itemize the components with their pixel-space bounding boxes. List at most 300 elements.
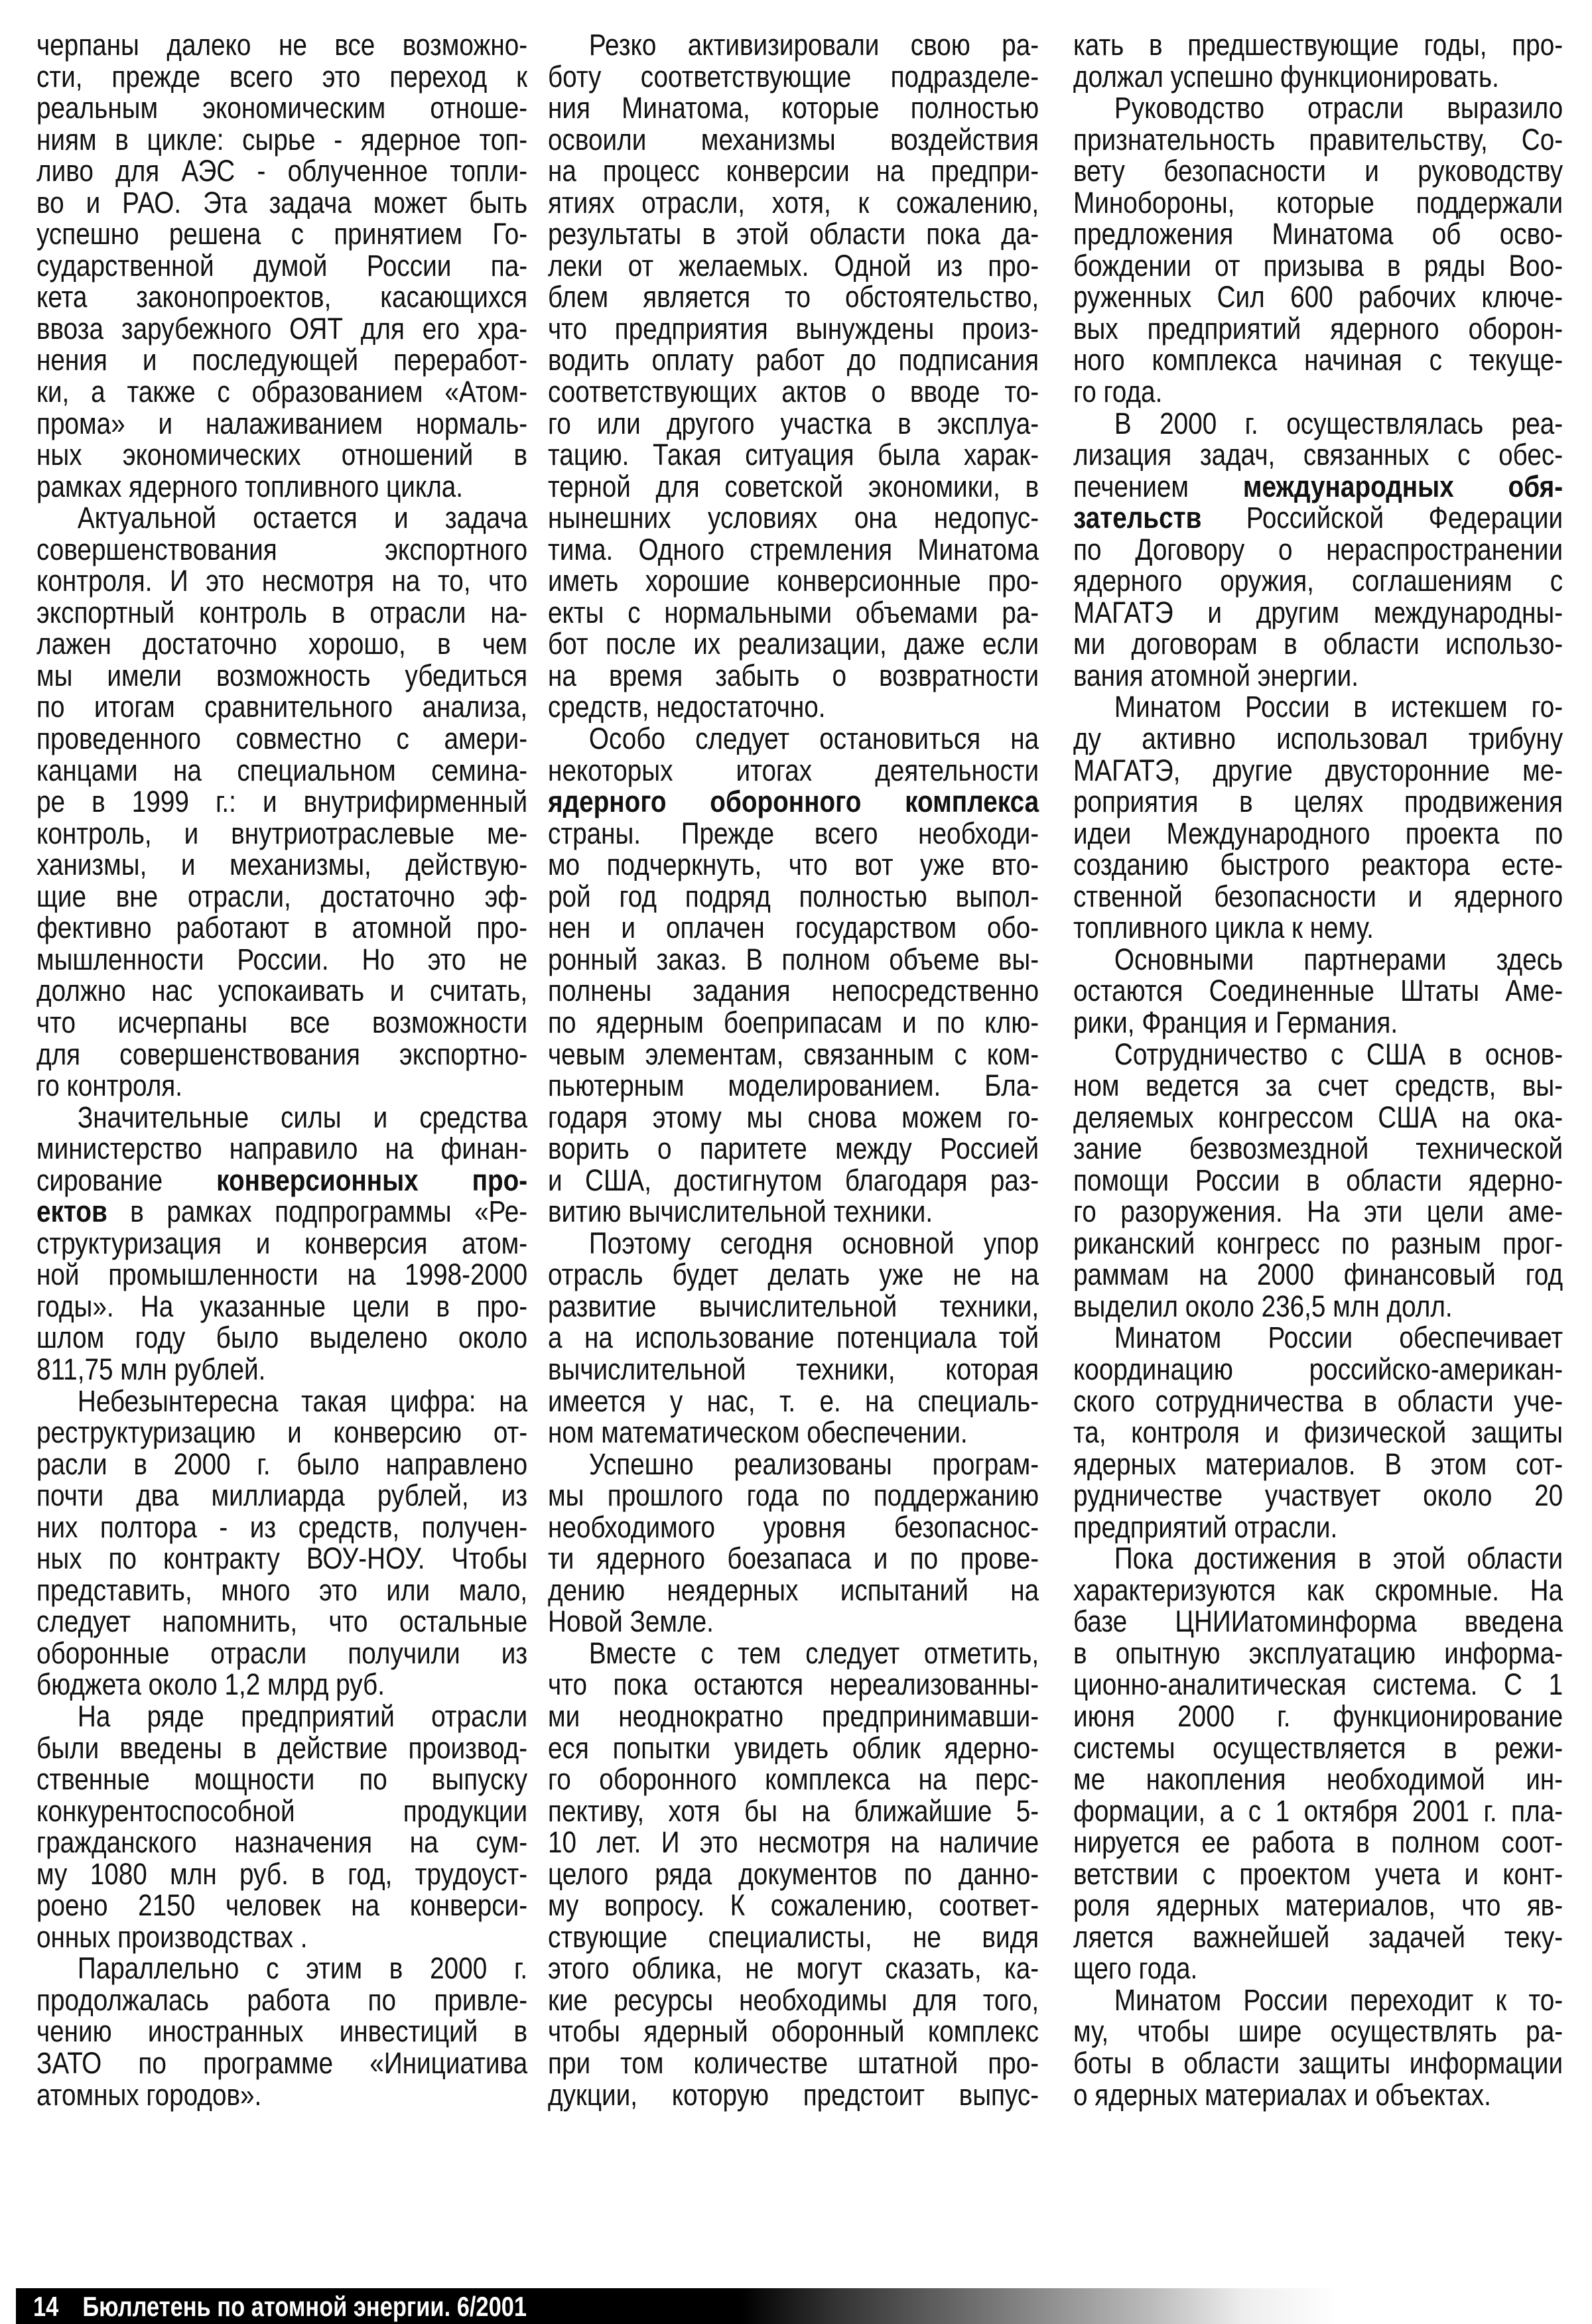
text-line (36, 1354, 527, 1386)
line-text: чтобы ядерный оборонный комплекс (548, 2014, 1039, 2049)
line-text: ского сотрудничества в области уче- (1073, 1384, 1563, 1418)
line-text: зание безвозмездной технической (1073, 1131, 1563, 1166)
text-line (1073, 1858, 1563, 1890)
text-line (548, 1480, 1039, 1512)
line-text: ятиях отрасли, хотя, к сожалению, (548, 185, 1039, 220)
line-text: остаются Соединенные Штаты Аме- (1073, 974, 1563, 1008)
text-line (548, 1512, 1039, 1543)
text-line (36, 597, 527, 629)
line-text: го контроля. (36, 1068, 183, 1103)
text-line (548, 1984, 1039, 2016)
text-line (548, 471, 1039, 503)
text-line (1073, 1827, 1563, 1858)
line-text-mixed (1073, 502, 1563, 534)
line-text: ми неоднократно предпринимавши- (548, 1699, 1039, 1733)
line-text: ном ведется за счет средств, вы- (1073, 1068, 1563, 1103)
text-line (36, 1449, 527, 1480)
text-line (548, 565, 1039, 597)
line-text: мышленности России. Но это не (36, 942, 528, 976)
text-line (36, 912, 527, 944)
line-text: ханизмы, и механизмы, действую- (36, 848, 528, 882)
line-fragment: сирование (36, 1163, 217, 1197)
bold-emphasis: ектов (36, 1194, 107, 1229)
line-text: На ряде предприятий отрасли (77, 1699, 528, 1733)
text-line (36, 250, 527, 282)
text-line (548, 1070, 1039, 1102)
line-text: го разоружения. На эти цели аме- (1073, 1194, 1563, 1229)
text-line (548, 1322, 1039, 1354)
line-text: прома» и налаживанием нормаль- (36, 406, 528, 440)
line-text: Успешно реализованы програм- (588, 1447, 1039, 1481)
line-text: выделил около 236,5 млн долл. (1073, 1289, 1453, 1323)
line-text: му вопросу. К сожалению, соответ- (548, 1888, 1039, 1923)
text-line (36, 1102, 527, 1133)
text-line (1073, 1701, 1563, 1732)
text-line (1073, 1921, 1563, 1953)
line-text: гражданского назначения на сум- (36, 1825, 528, 1860)
text-column-3 (1073, 29, 1563, 2110)
text-line (548, 1165, 1039, 1196)
line-text: контроль, и внутриотраслевые ме- (36, 816, 528, 850)
line-text: структуризация и конверсия атом- (36, 1226, 528, 1260)
line-text: вых предприятий ядерного оборон- (1073, 311, 1563, 346)
text-line (548, 1228, 1039, 1259)
line-text: координацию российско-американ- (1073, 1352, 1563, 1386)
line-text: и США, достигнутом благодаря раз- (548, 1163, 1039, 1197)
line-text: в опытную эксплуатацию информа- (1073, 1636, 1563, 1670)
line-text-mixed (1073, 471, 1563, 503)
line-text: признательность правительству, Со- (1073, 122, 1563, 157)
line-text: страны. Прежде всего необходи- (548, 816, 1039, 850)
line-text: системы осуществляется в режи- (1073, 1730, 1563, 1765)
line-text: ного комплекса начиная с текуще- (1073, 343, 1563, 377)
line-fragment: в рамках подпрограммы «Ре- (107, 1194, 528, 1229)
line-text: развитие вычислительной техники, (548, 1289, 1039, 1323)
line-text-mixed (36, 1165, 527, 1196)
line-text: роприятия в целях продвижения (1073, 785, 1563, 819)
text-line (548, 1102, 1039, 1133)
text-line (1073, 124, 1563, 156)
text-line (36, 1827, 527, 1858)
line-text: представить, много это или мало, (36, 1573, 528, 1607)
line-text: 811,75 млн рублей. (36, 1352, 266, 1386)
text-line (36, 1890, 527, 1921)
text-line (548, 1732, 1039, 1764)
text-line (548, 313, 1039, 345)
text-line (36, 281, 527, 313)
line-text: Значительные силы и средства (77, 1100, 528, 1134)
line-text: кета законопроектов, касающихся (36, 280, 528, 314)
line-text: идеи Международного проекта по (1073, 816, 1563, 850)
text-line (36, 502, 527, 534)
line-text: целого ряда документов по данно- (548, 1856, 1039, 1891)
line-text: лизация задач, связанных с обес- (1073, 438, 1563, 472)
line-text: Резко активизировали свою ра- (588, 28, 1039, 62)
text-line (36, 1228, 527, 1259)
text-line (548, 1291, 1039, 1323)
line-text: водить оплату работ до подписания (548, 343, 1039, 377)
line-text: нируется ее работа в полном соот- (1073, 1825, 1563, 1860)
text-column-2 (548, 29, 1039, 2110)
line-text: шлом году было выделено около (36, 1321, 528, 1355)
line-text: лажен достаточно хорошо, в чем (36, 627, 528, 661)
text-line (548, 755, 1039, 787)
text-line (1073, 881, 1563, 913)
text-line (36, 1322, 527, 1354)
text-line (548, 250, 1039, 282)
text-line (1073, 1102, 1563, 1133)
text-line (36, 1039, 527, 1070)
line-text-mixed (36, 1196, 527, 1228)
line-text: ЗАТО по программе «Инициатива (36, 2046, 528, 2080)
line-text: мы прошлого года по поддержанию (548, 1478, 1039, 1513)
line-text: вычислительной техники, которая (548, 1352, 1039, 1386)
text-line (1073, 471, 1563, 503)
line-text: совершенствования экспортного (36, 532, 528, 566)
line-text: что предприятия вынуждены произ- (548, 311, 1039, 346)
text-line (36, 1386, 527, 1417)
text-line (1073, 1480, 1563, 1512)
text-line (548, 1827, 1039, 1858)
line-text: атомных городов». (36, 2077, 262, 2112)
line-text: леки от желаемых. Одной из про- (548, 248, 1039, 283)
text-line (1073, 187, 1563, 219)
line-text: а на использование потенциала той (548, 1321, 1039, 1355)
line-text: раммам на 2000 финансовый год (1073, 1258, 1563, 1292)
line-text: сударственной думой России па- (36, 248, 528, 283)
line-text: что пока остаются нереализованны- (548, 1667, 1039, 1702)
line-text-mixed (548, 786, 1039, 818)
text-line (548, 1196, 1039, 1228)
text-line (36, 660, 527, 692)
text-line (1073, 597, 1563, 629)
text-line (1073, 1039, 1563, 1070)
text-line (36, 1638, 527, 1669)
line-text: ных экономических отношений в (36, 438, 528, 472)
line-fragment: Российской Федерации (1201, 501, 1563, 535)
line-text: Новой Земле. (548, 1604, 714, 1639)
line-text: нынешних условиях она недопус- (548, 501, 1039, 535)
text-line (1073, 1732, 1563, 1764)
text-line (36, 849, 527, 881)
line-text: блем является то обстоятельство, (548, 280, 1039, 314)
text-line (548, 1007, 1039, 1039)
line-text: рой год подряд полностью выпол- (548, 879, 1039, 913)
line-text: почти два миллиарда рублей, из (36, 1478, 528, 1513)
text-line (36, 1543, 527, 1575)
text-line (36, 1070, 527, 1102)
text-line (36, 1953, 527, 1984)
text-line (36, 975, 527, 1007)
line-text: что исчерпаны все возможности (36, 1005, 528, 1039)
line-text: реструктуризацию и конверсию от- (36, 1415, 528, 1450)
line-text: пьютерным моделированием. Бла- (548, 1068, 1039, 1103)
line-text: ядерного оружия, соглашениям с (1073, 564, 1563, 598)
text-line (548, 61, 1039, 93)
line-text: бот после их реализации, даже если (548, 627, 1039, 661)
line-text: му, чтобы шире осуществлять ра- (1073, 2014, 1563, 2049)
line-text: ных по контракту ВОУ-НОУ. Чтобы (36, 1541, 528, 1576)
text-line (36, 534, 527, 566)
line-text: мо подчеркнуть, что вот уже вто- (548, 848, 1039, 882)
text-line (36, 1764, 527, 1795)
line-text: го оборонного комплекса на перс- (548, 1762, 1039, 1797)
line-text: средств, недостаточно. (548, 690, 826, 724)
line-text: тима. Одного стремления Минатома (548, 532, 1039, 566)
line-text: черпаны далеко не все возможно- (36, 28, 528, 62)
text-line (36, 818, 527, 850)
text-line (1073, 1638, 1563, 1669)
text-line (1073, 1259, 1563, 1291)
text-line (1073, 1953, 1563, 1984)
page-footer (33, 2290, 527, 2324)
text-line (548, 376, 1039, 408)
text-line (36, 155, 527, 187)
line-text: результаты в этой области пока да- (548, 217, 1039, 251)
line-text: Небезынтересна такая цифра: на (77, 1384, 528, 1418)
line-text: предложения Минатома об осво- (1073, 217, 1563, 251)
text-line (548, 1354, 1039, 1386)
line-text: вания атомной энергии. (1073, 658, 1359, 692)
text-line (1073, 313, 1563, 345)
line-text: МАГАТЭ, другие двусторонние ме- (1073, 753, 1563, 787)
line-text: освоили механизмы воздействия (548, 122, 1039, 157)
line-text: еся попытки увидеть облик ядерно- (548, 1730, 1039, 1765)
text-line (548, 1669, 1039, 1701)
line-text: них полтора - из средств, получен- (36, 1510, 528, 1544)
line-text: бождении от призыва в ряды Воо- (1073, 248, 1563, 283)
text-line (36, 565, 527, 597)
text-line (1073, 1196, 1563, 1228)
line-text: Параллельно с этим в 2000 г. (77, 1951, 528, 1986)
text-line (1073, 912, 1563, 944)
line-text: по Договору о нераспространении (1073, 532, 1563, 566)
line-text: ду активно использовал трибуну (1073, 722, 1563, 756)
line-text: боту соответствующие подразделе- (548, 59, 1039, 94)
line-text: Минатом России переходит к то- (1114, 1982, 1563, 2017)
line-text: ном математическом обеспечении. (548, 1415, 968, 1450)
text-line (1073, 818, 1563, 850)
text-line (548, 408, 1039, 440)
line-text: пективу, хотя бы на ближайшие 5- (548, 1793, 1039, 1828)
text-line (548, 849, 1039, 881)
text-line (1073, 2079, 1563, 2111)
text-line (1073, 1165, 1563, 1196)
line-text: должал успешно функционировать. (1073, 59, 1499, 94)
text-line (1073, 1575, 1563, 1606)
line-text: экспортный контроль в отрасли на- (36, 595, 528, 629)
text-line (36, 1575, 527, 1606)
line-text: та, контроля и физической защиты (1073, 1415, 1563, 1450)
bold-emphasis: ядерного оборонного комплекса (548, 785, 1039, 819)
text-line (36, 2079, 527, 2111)
text-line (1073, 408, 1563, 440)
line-text: ворить о паритете между Россией (548, 1131, 1039, 1166)
text-line (36, 313, 527, 345)
text-line (36, 1795, 527, 1827)
text-line (548, 1795, 1039, 1827)
text-line (36, 1701, 527, 1732)
line-text: по ядерным боеприпасам и по клю- (548, 1005, 1039, 1039)
line-text: щего года. (1073, 1951, 1198, 1986)
line-text: июня 2000 г. функционирование (1073, 1699, 1563, 1733)
line-text: чевым элементам, связанным с ком- (548, 1037, 1039, 1071)
text-line (548, 628, 1039, 660)
line-text: Минобороны, которые поддержали (1073, 185, 1563, 220)
line-text: мы имели возможность убедиться (36, 658, 528, 692)
text-line (548, 29, 1039, 61)
line-text: контроля. И это несмотря на то, что (36, 564, 528, 598)
line-text: риканский конгресс по разным прог- (1073, 1226, 1563, 1260)
text-line (548, 881, 1039, 913)
text-line (548, 1890, 1039, 1921)
text-line (36, 1512, 527, 1543)
line-text: ствующие специалисты, не видя (548, 1919, 1039, 1954)
text-line (548, 597, 1039, 629)
line-text: должно нас успокаивать и считать, (36, 974, 528, 1008)
text-line (36, 408, 527, 440)
text-line (1073, 1417, 1563, 1449)
text-line (548, 218, 1039, 250)
line-text: проведенного совместно с амери- (36, 722, 528, 756)
line-text: некоторых итогах деятельности (548, 753, 1039, 787)
text-line (548, 691, 1039, 723)
text-line (36, 1669, 527, 1701)
text-line (548, 2047, 1039, 2079)
text-line (548, 912, 1039, 944)
text-line (36, 1196, 527, 1228)
text-line (1073, 628, 1563, 660)
line-text: расли в 2000 г. было направлено (36, 1447, 528, 1481)
text-line (548, 975, 1039, 1007)
text-line (548, 1858, 1039, 1890)
text-line (1073, 218, 1563, 250)
line-text: министерство направило на финан- (36, 1131, 528, 1166)
line-text: ционно-аналитическая система. С 1 (1073, 1667, 1563, 1702)
text-line (1073, 565, 1563, 597)
text-line (1073, 849, 1563, 881)
text-line (36, 723, 527, 755)
line-text: по итогам сравнительного анализа, (36, 690, 528, 724)
text-line (36, 881, 527, 913)
text-line (548, 502, 1039, 534)
line-text: фективно работают в атомной про- (36, 911, 528, 945)
text-line (1073, 1354, 1563, 1386)
line-text: имеется у нас, т. е. на специаль- (548, 1384, 1039, 1418)
text-line (36, 471, 527, 503)
text-line (1073, 1890, 1563, 1921)
text-line (548, 1701, 1039, 1732)
text-line (1073, 1449, 1563, 1480)
line-text: формации, а с 1 октября 2001 г. пла- (1073, 1793, 1563, 1828)
line-text: Поэтому сегодня основной упор (588, 1226, 1039, 1260)
bold-emphasis: зательств (1073, 501, 1202, 535)
line-text: этого облика, не могут сказать, ка- (548, 1951, 1039, 1986)
text-line (1073, 1764, 1563, 1795)
line-text: ядерных материалов. В этом сот- (1073, 1447, 1563, 1481)
text-line (36, 691, 527, 723)
text-line (36, 187, 527, 219)
text-line (548, 1386, 1039, 1417)
text-line (548, 1259, 1039, 1291)
line-text: конкурентоспособной продукции (36, 1793, 528, 1828)
text-line (548, 2016, 1039, 2047)
text-line (36, 1417, 527, 1449)
line-text: Основными партнерами здесь (1114, 942, 1563, 976)
text-line (36, 1133, 527, 1165)
line-text: о ядерных материалах и объектах. (1073, 2077, 1491, 2112)
line-text: рамках ядерного топливного цикла. (36, 469, 464, 503)
line-text: тацию. Такая ситуация была харак- (548, 438, 1039, 472)
line-text: продолжалась работа по привле- (36, 1982, 528, 2017)
text-line (548, 1638, 1039, 1669)
line-text: полнены задания непосредственно (548, 974, 1039, 1008)
text-line (1073, 1007, 1563, 1039)
text-line (36, 1858, 527, 1890)
text-line (1073, 344, 1563, 376)
text-line (548, 1606, 1039, 1638)
text-line (36, 376, 527, 408)
text-line (548, 1921, 1039, 1953)
text-line (548, 723, 1039, 755)
bold-emphasis: конверсионных про- (216, 1163, 528, 1197)
line-text: кие ресурсы необходимы для того, (548, 1982, 1039, 2017)
text-line (1073, 755, 1563, 787)
line-text: на время забыть о возвратности (548, 658, 1039, 692)
bold-emphasis: международных обя- (1242, 469, 1563, 503)
text-line (36, 628, 527, 660)
text-line (1073, 2016, 1563, 2047)
text-line (1073, 1133, 1563, 1165)
text-line (36, 2016, 527, 2047)
line-text: чению иностранных инвестиций в (36, 2014, 528, 2049)
text-line (1073, 250, 1563, 282)
line-text: 10 лет. И это несмотря на наличие (548, 1825, 1039, 1860)
line-text: Сотрудничество с США в основ- (1114, 1037, 1563, 1071)
text-line (1073, 1386, 1563, 1417)
line-text: роено 2150 человек на конверси- (36, 1888, 528, 1923)
line-text: Вместе с тем следует отметить, (588, 1636, 1039, 1670)
line-text: оборонные отрасли получили из (36, 1636, 528, 1670)
text-line (548, 1764, 1039, 1795)
line-text: нен и оплачен государством обо- (548, 911, 1039, 945)
line-text: щие вне отрасли, достаточно эф- (36, 879, 528, 913)
line-text: успешно решена с принятием Го- (36, 217, 528, 251)
line-text: при том количестве штатной про- (548, 2046, 1039, 2080)
line-text: кать в предшествующие годы, про- (1073, 28, 1563, 62)
text-line (1073, 61, 1563, 93)
text-line (548, 439, 1039, 471)
line-text: были введены в действие производ- (36, 1730, 528, 1765)
text-line (1073, 1543, 1563, 1575)
text-line (1073, 723, 1563, 755)
text-column-1 (36, 29, 527, 2110)
text-line (548, 818, 1039, 850)
line-text: боты в области защиты информации (1073, 2046, 1563, 2080)
text-line (36, 92, 527, 124)
text-line (1073, 502, 1563, 534)
line-text: витию вычислительной техники. (548, 1194, 933, 1229)
line-text: дению неядерных испытаний на (548, 1573, 1039, 1607)
text-line (548, 1133, 1039, 1165)
text-line (36, 1984, 527, 2016)
text-line (548, 2079, 1039, 2111)
line-text: ми договорам в области использо- (1073, 627, 1563, 661)
line-text: сти, прежде всего это переход к (36, 59, 528, 94)
text-line (1073, 1228, 1563, 1259)
line-text: характеризуются как скромные. На (1073, 1573, 1563, 1607)
text-line (548, 281, 1039, 313)
